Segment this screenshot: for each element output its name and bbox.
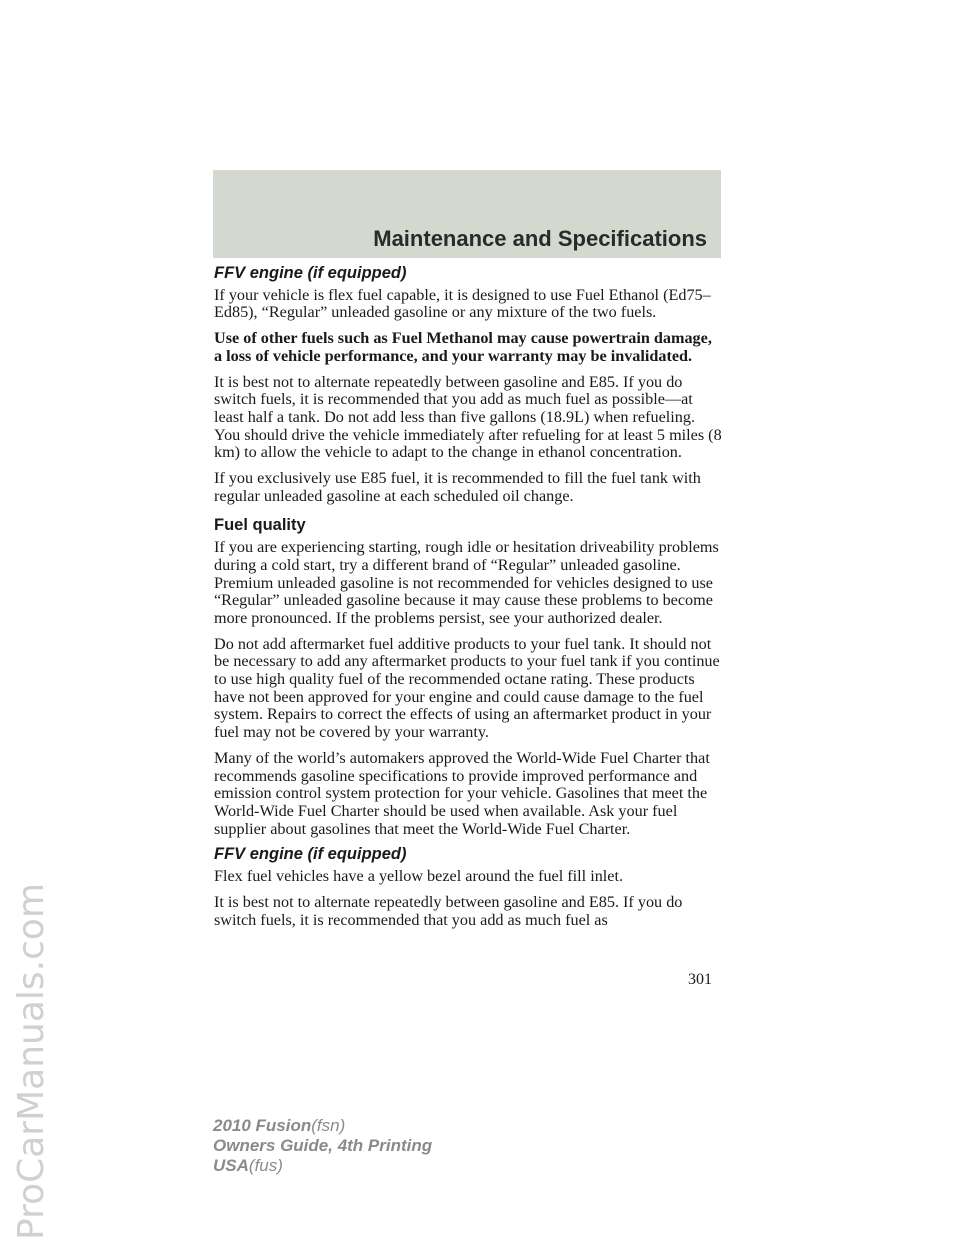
footer-market: USA [213,1156,249,1175]
heading-ffv-engine: FFV engine (if equipped) [214,264,407,282]
footer-guide: Owners Guide, 4th Printing [213,1136,433,1155]
warning-other-fuels: Use of other fuels such as Fuel Methanol may cause powertrain damage, a loss of vehicle performance, and your warranty may be invalidated. [214,329,712,365]
paragraph-alternate-fuels: It is best not to alternate repeatedly between gasoline and E85. If you do switch fuels, it is recommended that you add as much fuel as possible—at least half a tank. Do not add less than five gallons (18.9L) when refueling. You should drive the vehicle immediately after refueling for at least 5 miles (8 km) to allow the vehicle to adapt to the change in ethanol concentration. [214,372,722,462]
footer-market-line [213,1156,432,1176]
paragraph-alternate-fuels-2: It is best not to alternate repeatedly between gasoline and E85. If you do switch fuels, it is recommended that you add as much fuel as [214,892,683,929]
heading-ffv-engine-2: FFV engine (if equipped) [214,845,407,864]
footer-market-code: (fus) [248,1156,283,1175]
paragraph-exclusive-e85: If you exclusively use E85 fuel, it is recommended to fill the fuel tank with regular unleaded gasoline at each scheduled oil change. [214,469,701,505]
footer-model-line [213,1116,432,1136]
watermark-text: ProCarManuals.com [11,882,52,1240]
paragraph-world-wide-fuel-charter: Many of the world’s automakers approved the World-Wide Fuel Charter that recommends gasoline specifications to provide improved performance and emission control system protection for your vehicle. Gasolines that meet the World-Wide Fuel Charter should be used when available. Ask your fuel supplier about gasolines that meet the World-Wide Fuel Charter. [214,748,710,838]
section-header-band [213,170,721,258]
paragraph-fuel-additives: Do not add aftermarket fuel additive products to your fuel tank. It should not be necessary to add any aftermarket products to your fuel tank if you continue to use high quality fuel of the recommended octane rating. These products have not been approved for your engine and could cause damage to the fuel system. Repairs to correct the effects of using an aftermarket product in your fuel may not be covered by your warranty. [214,634,720,742]
document-footer [213,1116,432,1176]
paragraph-driveability-problems: If you are experiencing starting, rough idle or hesitation driveability problems during a cold start, try a different brand of “Regular” unleaded gasoline. Premium unleaded gasoline is not recommended for vehicles designed to use “Regular” unleaded gasoline because it may cause these problems to become more pronounced. If the problems persist, see your authorized dealer. [214,538,719,627]
paragraph-yellow-bezel: Flex fuel vehicles have a yellow bezel around the fuel fill inlet. [214,867,624,886]
section-title: Maintenance and Specifications [373,226,707,251]
footer-model: 2010 Fusion [213,1116,312,1135]
page-content [214,265,724,937]
heading-fuel-quality: Fuel quality [214,516,306,535]
paragraph-flex-fuel-capable: If your vehicle is flex fuel capable, it is designed to use Fuel Ethanol (Ed75–Ed85), “Regular” unleaded gasoline or any mixture of the two fuels. [214,285,711,322]
footer-model-code: (fsn) [311,1116,346,1135]
page-number: 301 [688,971,712,988]
